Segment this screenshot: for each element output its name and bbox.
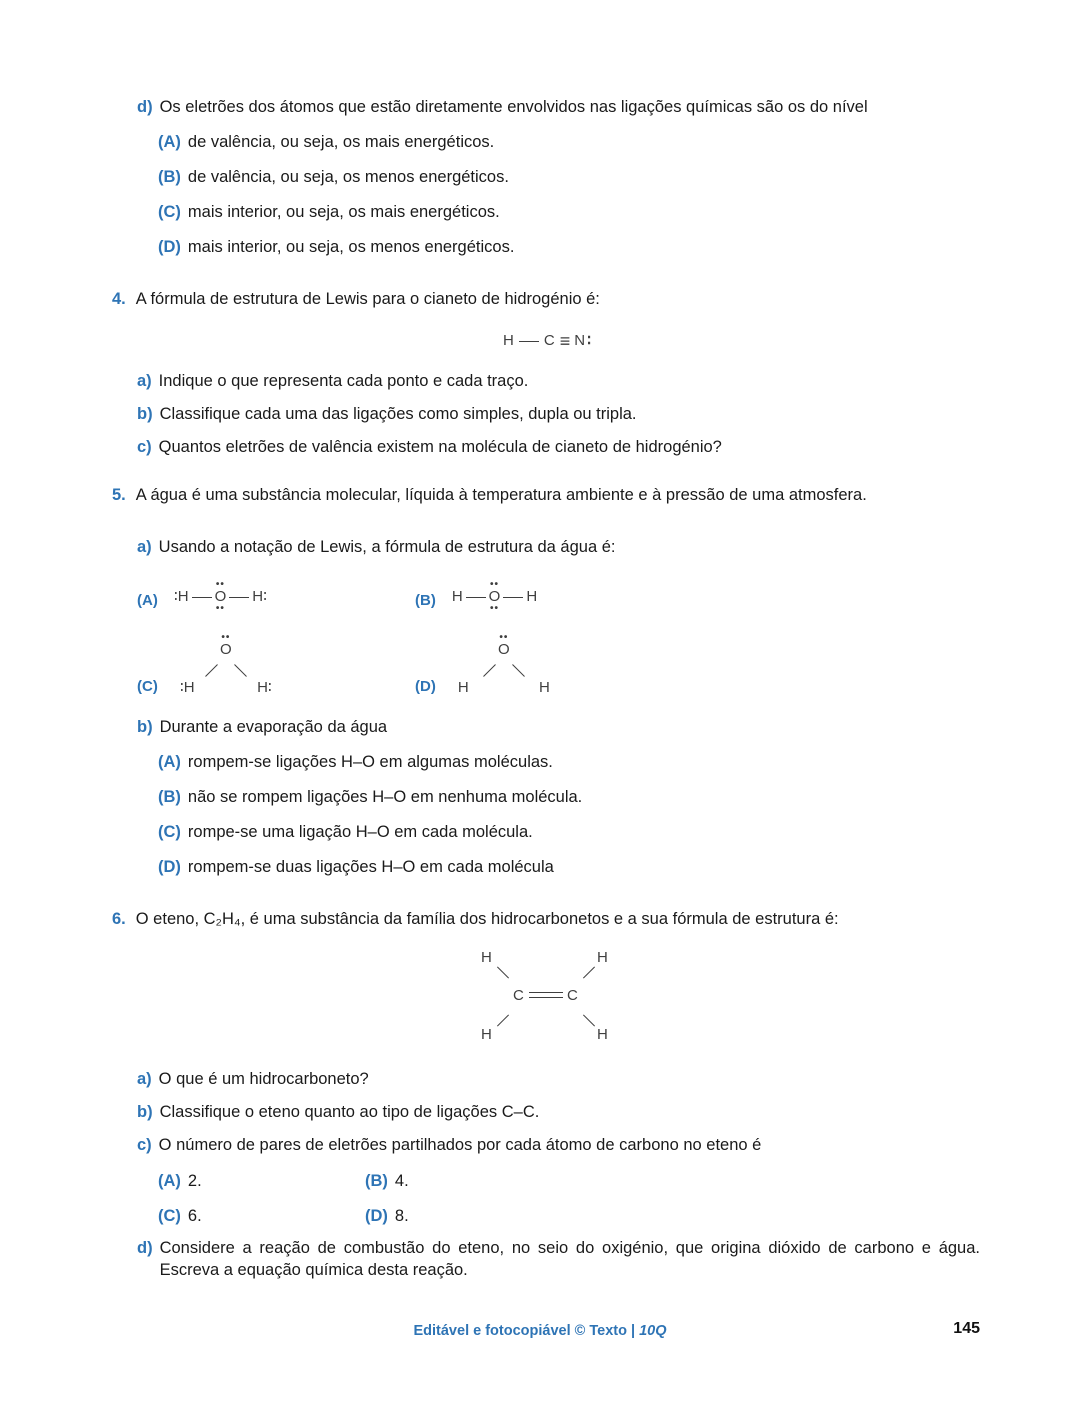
atom-h: ∶H <box>173 588 189 605</box>
question-4 <box>112 288 980 458</box>
atom-h: H <box>481 949 492 966</box>
sub-question-label: c) <box>137 438 152 456</box>
option <box>365 1170 980 1192</box>
option <box>158 786 980 808</box>
option-label: (C) <box>137 678 158 695</box>
sub-question-text: O que é um hidrocarboneto? <box>158 1070 369 1088</box>
option-label: (A) <box>158 753 181 771</box>
option-text: 4. <box>394 1172 409 1190</box>
option-label: (A) <box>158 1172 181 1190</box>
atom-h: H <box>451 588 463 605</box>
sub-question <box>137 1101 980 1123</box>
question-line <box>112 288 980 310</box>
water-structure-b <box>415 579 538 614</box>
option <box>158 1205 365 1227</box>
sub-question-text: Classifique cada uma das ligações como simples, dupla ou tripla. <box>159 405 637 423</box>
atom-h: H∶ <box>252 588 267 605</box>
option-label: (D) <box>158 858 181 876</box>
atom-h: H <box>457 679 469 696</box>
option-label: (B) <box>158 788 181 806</box>
question-line <box>112 484 980 506</box>
lewis-structure <box>173 579 267 614</box>
double-bond <box>529 992 563 998</box>
option-text: 8. <box>394 1207 409 1225</box>
sub-question-label: c) <box>137 1136 152 1154</box>
question-line <box>112 908 980 930</box>
sub-question-text: Quantos eletrões de valência existem na molécula de cianeto de hidrogénio? <box>158 438 722 456</box>
footer-text: Editável e fotocopiável © Texto | <box>413 1323 640 1339</box>
sub-question-text: Indique o que representa cada ponto e cada traço. <box>158 372 529 390</box>
sub-question-text: Durante a evaporação da água <box>159 718 388 736</box>
triple-bond: ≡ <box>559 331 570 351</box>
option-text: não se rompem ligações H–O em nenhuma molécula. <box>187 788 583 806</box>
option-label: (A) <box>137 592 158 609</box>
sub-question <box>137 1068 980 1090</box>
option-label: (C) <box>158 203 181 221</box>
atom-h: H <box>597 1026 608 1043</box>
option-label: (B) <box>415 592 436 609</box>
sub-question-label: a) <box>137 538 152 556</box>
atom-o: O <box>488 588 501 605</box>
option-label: (A) <box>158 133 181 151</box>
lone-pair-dots: •• <box>221 632 231 643</box>
lone-pair-dots: •• <box>490 603 500 614</box>
option-text: de valência, ou seja, os mais energéticos. <box>187 133 495 151</box>
sub-question-label: b) <box>137 405 153 423</box>
water-structures-row-1 <box>112 579 980 614</box>
sub-question <box>137 436 980 458</box>
water-structure-c <box>137 634 415 698</box>
lewis-structure <box>451 579 538 614</box>
ethene-structure <box>473 950 619 1042</box>
atom-o: O <box>219 641 232 658</box>
sub-question-label: d) <box>137 98 153 116</box>
option <box>158 166 980 188</box>
water-structure-a <box>137 579 415 614</box>
atom-o: O <box>214 588 227 605</box>
question-number: 6. <box>112 910 126 928</box>
atom-o: O <box>497 641 510 658</box>
sub-question <box>137 536 980 558</box>
lewis-structure-bent <box>174 634 278 698</box>
atom-h: H <box>481 1026 492 1043</box>
single-bond-diagonal <box>497 1014 509 1026</box>
sub-question-label: b) <box>137 1103 153 1121</box>
sub-question-label: d) <box>137 1239 153 1257</box>
option-label: (C) <box>158 823 181 841</box>
single-bond <box>192 597 212 598</box>
single-bond <box>503 597 523 598</box>
sub-question-label: a) <box>137 372 152 390</box>
option-label: (D) <box>158 238 181 256</box>
question-number: 4. <box>112 290 126 308</box>
sub-question-text: O número de pares de eletrões partilhados por cada átomo de carbono no eteno é <box>158 1136 762 1154</box>
option-label: (B) <box>158 168 181 186</box>
option-label: (B) <box>365 1172 388 1190</box>
atom-o-with-lone-pairs <box>214 579 227 614</box>
question-d <box>137 96 980 118</box>
atom-h: H <box>597 949 608 966</box>
atom-c: C <box>543 332 555 349</box>
sub-question-text: Os eletrões dos átomos que estão diretamente envolvidos nas ligações químicas são os do nível <box>159 98 868 116</box>
sub-question <box>137 1237 980 1281</box>
option <box>158 856 980 878</box>
atom-h: H∶ <box>257 679 272 696</box>
single-bond <box>466 597 486 598</box>
atom-n: N <box>574 332 586 349</box>
lone-pair-dots: •• <box>490 579 500 590</box>
atom-h: H <box>538 679 550 696</box>
option-text: mais interior, ou seja, os menos energéticos. <box>187 238 515 256</box>
atom-c: C <box>513 987 524 1004</box>
sub-question-text: Considere a reação de combustão do eteno, no seio do oxigénio, que origina dióxido de carbono e água. Escreva a equação química desta reação. <box>159 1239 980 1279</box>
option <box>158 236 980 258</box>
option-label: (D) <box>415 678 436 695</box>
atom-c: C <box>567 987 578 1004</box>
lone-pair-dots: •• <box>499 632 509 643</box>
lewis-structure-hcn <box>112 330 980 352</box>
question-text: O eteno, C₂H₄, é uma substância da família dos hidrocarbonetos e a sua fórmula de estrutura é: <box>135 910 839 928</box>
single-bond-diagonal <box>583 966 595 978</box>
question-text: A água é uma substância molecular, líquida à temperatura ambiente e à pressão de uma atmosfera. <box>135 486 867 504</box>
water-structures-row-2 <box>112 634 980 698</box>
question-6 <box>112 908 980 1281</box>
sub-question <box>137 370 980 392</box>
question-text: A fórmula de estrutura de Lewis para o cianeto de hidrogénio é: <box>135 290 600 308</box>
single-bond <box>229 597 249 598</box>
option <box>158 821 980 843</box>
single-bond-diagonal <box>205 664 218 677</box>
atom-h: H <box>526 588 538 605</box>
atom-o-with-lone-pairs <box>488 579 501 614</box>
option-text: rompem-se ligações H–O em algumas moléculas. <box>187 753 553 771</box>
answer-options-grid <box>158 1170 980 1227</box>
water-structure-d <box>415 634 556 698</box>
single-bond-diagonal <box>497 966 509 978</box>
sub-question <box>137 716 980 738</box>
page-number: 145 <box>953 1320 980 1337</box>
single-bond-diagonal <box>512 664 525 677</box>
footer <box>0 1320 1080 1342</box>
option <box>365 1205 980 1227</box>
option-label: (C) <box>158 1207 181 1225</box>
sub-question-text: Usando a notação de Lewis, a fórmula de estrutura da água é: <box>158 538 616 556</box>
option <box>158 1170 365 1192</box>
option <box>158 201 980 223</box>
option-text: rompe-se uma ligação H–O em cada molécula. <box>187 823 533 841</box>
option-text: 6. <box>187 1207 202 1225</box>
single-bond-diagonal <box>234 664 247 677</box>
footer-edition: 10Q <box>639 1323 667 1339</box>
lone-pair-dots: •• <box>215 579 225 590</box>
option-text: rompem-se duas ligações H–O em cada molécula <box>187 858 554 876</box>
option <box>158 131 980 153</box>
single-bond <box>519 341 539 342</box>
lewis-structure-bent <box>452 634 556 698</box>
atom-h: ∶H <box>179 679 195 696</box>
option-label: (D) <box>365 1207 388 1225</box>
single-bond-diagonal <box>583 1014 595 1026</box>
option-text: 2. <box>187 1172 202 1190</box>
sub-question-text: Classifique o eteno quanto ao tipo de ligações C–C. <box>159 1103 540 1121</box>
option-text: de valência, ou seja, os menos energéticos. <box>187 168 509 186</box>
lone-pair-dots: ∶ <box>587 332 591 349</box>
single-bond-diagonal <box>483 664 496 677</box>
atom-h: H <box>503 332 514 349</box>
lone-pair-dots: •• <box>215 603 225 614</box>
question-5 <box>112 484 980 878</box>
question-number: 5. <box>112 486 126 504</box>
sub-question <box>137 403 980 425</box>
option-text: mais interior, ou seja, os mais energéticos. <box>187 203 500 221</box>
sub-question-label: b) <box>137 718 153 736</box>
sub-question-label: a) <box>137 1070 152 1088</box>
sub-question <box>137 1134 980 1156</box>
option <box>158 751 980 773</box>
